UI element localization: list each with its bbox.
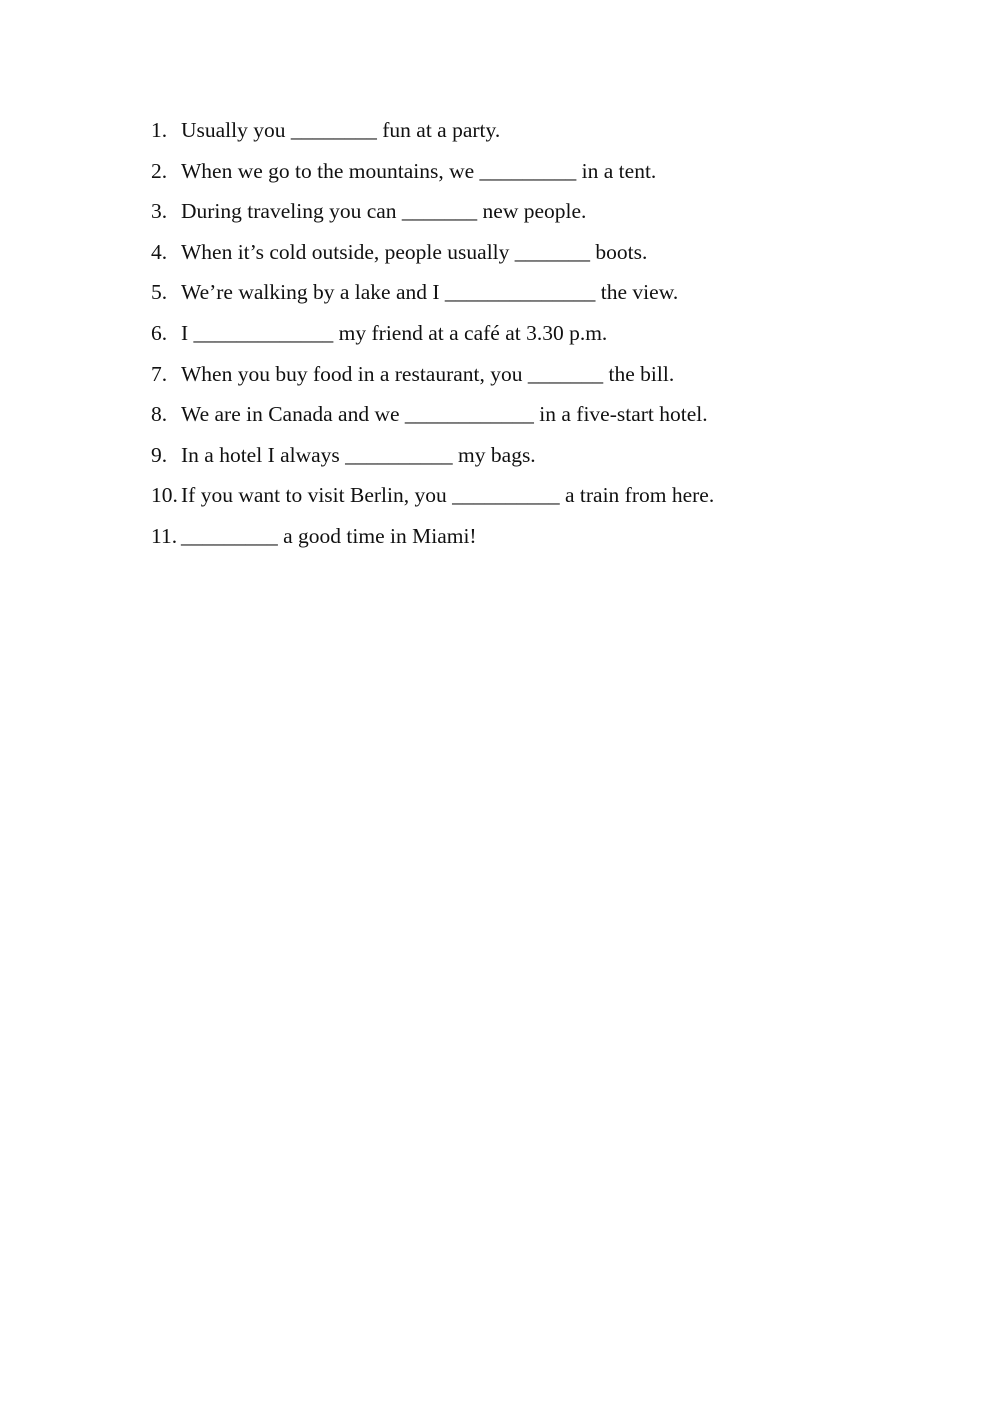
exercise-item (151, 483, 951, 524)
exercise-item (151, 199, 951, 240)
exercise-item (151, 443, 951, 484)
item-text: When you buy food in a restaurant, you _______ the bill. (181, 361, 675, 386)
exercise-item (151, 118, 951, 159)
item-number: 11. (151, 523, 178, 548)
item-number: 9. (151, 442, 168, 467)
exercise-item (151, 280, 951, 321)
item-text: During traveling you can _______ new people. (181, 199, 587, 224)
item-number: 3. (151, 199, 168, 224)
item-number: 5. (151, 280, 168, 305)
item-text: I _____________ my friend at a café at 3.30 p.m. (181, 320, 608, 345)
item-number: 8. (151, 402, 168, 427)
item-text: _________ a good time in Miami! (181, 523, 477, 548)
exercise-item (151, 240, 951, 281)
exercise-item (151, 524, 951, 565)
item-text: In a hotel I always __________ my bags. (181, 442, 536, 467)
exercise-item (151, 159, 951, 200)
item-text: When we go to the mountains, we _________ in a tent. (181, 158, 657, 183)
exercise-item (151, 321, 951, 362)
item-text: If you want to visit Berlin, you __________ a train from here. (181, 483, 715, 508)
exercise-item (151, 402, 951, 443)
item-number: 2. (151, 158, 168, 183)
item-text: We are in Canada and we ____________ in a five-start hotel. (181, 402, 708, 427)
item-number: 7. (151, 361, 168, 386)
exercise-item (151, 362, 951, 403)
item-text: When it’s cold outside, people usually _______ boots. (181, 239, 648, 264)
item-text: Usually you ________ fun at a party. (181, 118, 501, 142)
item-number: 1. (151, 118, 168, 142)
item-number: 6. (151, 320, 168, 345)
item-number: 4. (151, 239, 168, 264)
item-text: We’re walking by a lake and I ______________ the view. (181, 280, 679, 305)
exercise-list (151, 118, 951, 565)
item-number: 10. (151, 483, 178, 508)
